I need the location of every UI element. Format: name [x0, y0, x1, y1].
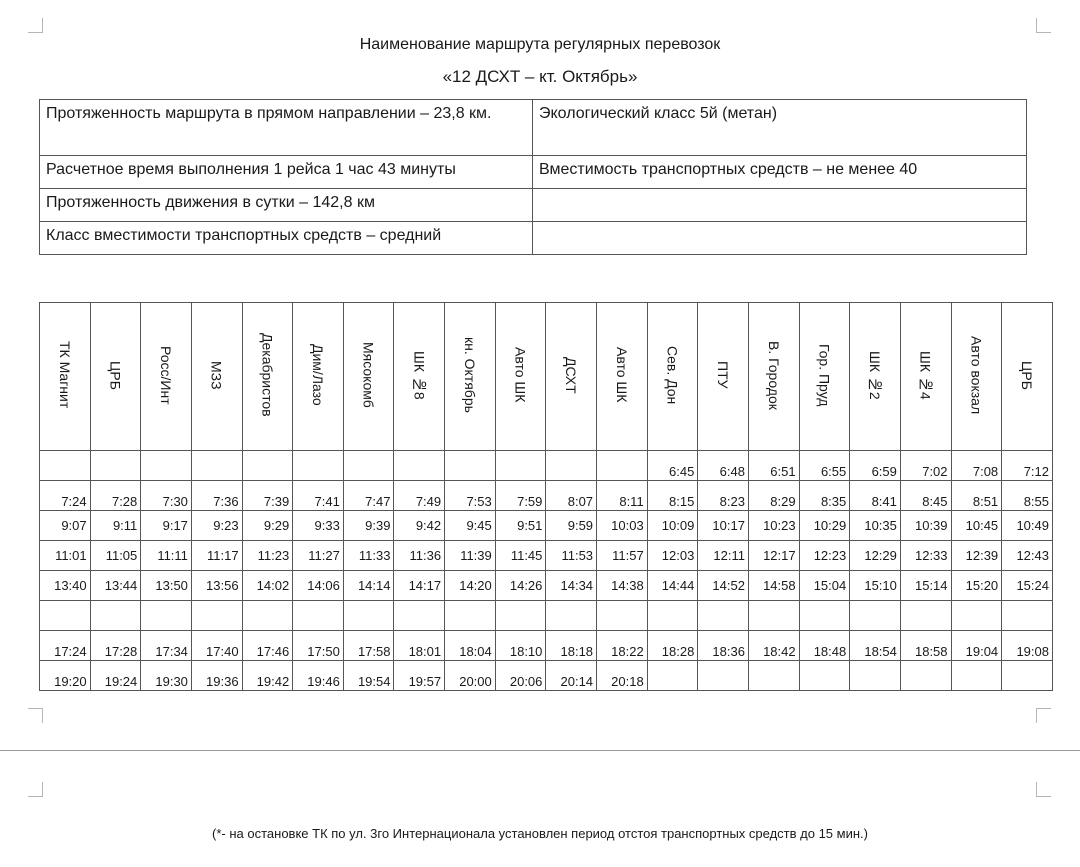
time-cell: 9:42 [394, 511, 445, 541]
time-cell: 20:18 [597, 661, 648, 691]
page-corner-mark [28, 18, 43, 33]
time-cell [293, 601, 344, 631]
time-cell: 9:17 [141, 511, 192, 541]
stop-name: Гор. Пруд [816, 343, 833, 407]
stop-name: Сев. Дон [664, 345, 681, 405]
schedule-row [40, 541, 1053, 571]
stop-name: ШК №8 [411, 350, 428, 400]
time-cell [647, 601, 698, 631]
stop-name: Авто ШК [512, 347, 529, 403]
time-cell: 7:24 [40, 481, 91, 511]
time-cell: 17:28 [90, 631, 141, 661]
stop-header [546, 303, 597, 451]
time-cell [546, 601, 597, 631]
time-cell [698, 601, 749, 631]
time-cell: 10:03 [597, 511, 648, 541]
time-cell: 18:42 [748, 631, 799, 661]
stop-header [951, 303, 1002, 451]
time-cell [394, 451, 445, 481]
time-cell: 17:40 [191, 631, 242, 661]
time-cell: 9:59 [546, 511, 597, 541]
stop-name: ПТУ [715, 361, 732, 389]
time-cell: 8:55 [1002, 481, 1053, 511]
time-cell: 9:45 [445, 511, 496, 541]
time-cell: 8:45 [900, 481, 951, 511]
time-cell: 19:20 [40, 661, 91, 691]
info-row [40, 222, 1027, 255]
time-cell: 14:02 [242, 571, 293, 601]
time-cell: 20:14 [546, 661, 597, 691]
page-corner-mark [28, 708, 43, 723]
time-cell: 12:11 [698, 541, 749, 571]
time-cell: 6:51 [748, 451, 799, 481]
schedule-row [40, 481, 1053, 511]
stop-header [242, 303, 293, 451]
time-cell: 8:41 [850, 481, 901, 511]
stop-header [748, 303, 799, 451]
info-cell: Экологический класс 5й (метан) [533, 100, 1027, 156]
stop-header [698, 303, 749, 451]
time-cell: 14:44 [647, 571, 698, 601]
time-cell: 14:06 [293, 571, 344, 601]
time-cell: 10:35 [850, 511, 901, 541]
time-cell: 19:30 [141, 661, 192, 691]
time-cell: 18:36 [698, 631, 749, 661]
time-cell [799, 601, 850, 631]
time-cell [293, 451, 344, 481]
time-cell: 6:59 [850, 451, 901, 481]
time-cell: 19:04 [951, 631, 1002, 661]
stop-name: Авто вокзал [968, 335, 985, 415]
time-cell: 19:42 [242, 661, 293, 691]
time-cell: 11:57 [597, 541, 648, 571]
schedule-row [40, 571, 1053, 601]
stop-name: Дим/Лазо [310, 344, 327, 406]
page-corner-mark [28, 782, 43, 797]
time-cell: 8:11 [597, 481, 648, 511]
time-cell [900, 601, 951, 631]
time-cell: 14:26 [495, 571, 546, 601]
time-cell: 11:01 [40, 541, 91, 571]
stop-header [647, 303, 698, 451]
stop-name: Росс/Инт [158, 345, 175, 405]
time-cell [900, 661, 951, 691]
time-cell [597, 451, 648, 481]
time-cell [495, 451, 546, 481]
time-cell: 19:08 [1002, 631, 1053, 661]
time-cell: 7:47 [343, 481, 394, 511]
time-cell: 15:20 [951, 571, 1002, 601]
time-cell: 17:24 [40, 631, 91, 661]
time-cell: 9:07 [40, 511, 91, 541]
time-cell: 12:17 [748, 541, 799, 571]
schedule-row [40, 511, 1053, 541]
time-cell: 11:11 [141, 541, 192, 571]
time-cell: 13:56 [191, 571, 242, 601]
time-cell: 14:20 [445, 571, 496, 601]
document-title: Наименование маршрута регулярных перевозок [359, 36, 721, 53]
page-divider [0, 750, 1080, 751]
time-cell [242, 601, 293, 631]
time-cell: 11:27 [293, 541, 344, 571]
time-cell [90, 451, 141, 481]
stop-header [191, 303, 242, 451]
time-cell: 13:50 [141, 571, 192, 601]
time-cell: 7:39 [242, 481, 293, 511]
time-cell [141, 451, 192, 481]
time-cell [850, 601, 901, 631]
time-cell: 18:18 [546, 631, 597, 661]
stop-header [850, 303, 901, 451]
time-cell: 18:04 [445, 631, 496, 661]
time-cell: 17:34 [141, 631, 192, 661]
time-cell: 14:17 [394, 571, 445, 601]
time-cell: 20:00 [445, 661, 496, 691]
time-cell: 19:24 [90, 661, 141, 691]
time-cell: 8:07 [546, 481, 597, 511]
time-cell [495, 601, 546, 631]
stop-header [900, 303, 951, 451]
schedule-row [40, 601, 1053, 631]
stop-header [40, 303, 91, 451]
time-cell [1002, 601, 1053, 631]
info-cell [533, 189, 1027, 222]
time-cell: 8:51 [951, 481, 1002, 511]
time-cell: 17:58 [343, 631, 394, 661]
time-cell [445, 451, 496, 481]
time-cell: 7:02 [900, 451, 951, 481]
time-cell: 9:51 [495, 511, 546, 541]
stop-header [293, 303, 344, 451]
time-cell [141, 601, 192, 631]
stop-header [445, 303, 496, 451]
page-corner-mark [1036, 708, 1051, 723]
time-cell: 15:24 [1002, 571, 1053, 601]
info-cell: Вместимость транспортных средств – не менее 40 [533, 156, 1027, 189]
schedule-row [40, 451, 1053, 481]
time-cell: 10:39 [900, 511, 951, 541]
stop-name: Декабристов [259, 333, 276, 417]
stop-name: Авто ШК [613, 347, 630, 403]
time-cell: 10:17 [698, 511, 749, 541]
time-cell [40, 601, 91, 631]
time-cell [748, 601, 799, 631]
time-cell: 19:46 [293, 661, 344, 691]
stop-header [394, 303, 445, 451]
stop-header [141, 303, 192, 451]
time-cell: 6:55 [799, 451, 850, 481]
page-corner-mark [1036, 782, 1051, 797]
stop-header [799, 303, 850, 451]
time-cell: 8:29 [748, 481, 799, 511]
time-cell: 7:28 [90, 481, 141, 511]
time-cell: 18:01 [394, 631, 445, 661]
time-cell: 12:03 [647, 541, 698, 571]
time-cell: 9:39 [343, 511, 394, 541]
time-cell: 12:29 [850, 541, 901, 571]
route-info-table [39, 99, 1027, 255]
schedule-body [40, 451, 1053, 691]
time-cell: 11:23 [242, 541, 293, 571]
info-cell: Протяженность движения в сутки – 142,8 км [40, 189, 533, 222]
time-cell: 13:40 [40, 571, 91, 601]
time-cell: 11:45 [495, 541, 546, 571]
time-cell: 8:23 [698, 481, 749, 511]
time-cell [191, 601, 242, 631]
time-cell [445, 601, 496, 631]
time-cell: 8:15 [647, 481, 698, 511]
time-cell: 6:45 [647, 451, 698, 481]
time-cell: 17:46 [242, 631, 293, 661]
time-cell [191, 451, 242, 481]
time-cell [799, 661, 850, 691]
stop-header [597, 303, 648, 451]
stop-header [495, 303, 546, 451]
time-cell: 19:57 [394, 661, 445, 691]
stop-name: ДСХТ [563, 356, 580, 394]
time-cell [748, 661, 799, 691]
time-cell: 9:33 [293, 511, 344, 541]
schedule-row [40, 661, 1053, 691]
time-cell: 12:23 [799, 541, 850, 571]
schedule-table [39, 302, 1053, 691]
time-cell: 10:49 [1002, 511, 1053, 541]
info-cell: Протяженность маршрута в прямом направлении – 23,8 км. [40, 100, 533, 156]
time-cell [546, 451, 597, 481]
time-cell: 18:48 [799, 631, 850, 661]
time-cell: 10:29 [799, 511, 850, 541]
time-cell: 7:41 [293, 481, 344, 511]
time-cell [90, 601, 141, 631]
time-cell [647, 661, 698, 691]
time-cell: 18:10 [495, 631, 546, 661]
time-cell: 7:49 [394, 481, 445, 511]
time-cell: 7:53 [445, 481, 496, 511]
time-cell: 10:23 [748, 511, 799, 541]
time-cell [698, 661, 749, 691]
time-cell: 18:54 [850, 631, 901, 661]
stop-name: ЦРБ [1019, 360, 1036, 390]
time-cell: 7:08 [951, 451, 1002, 481]
time-cell [242, 451, 293, 481]
time-cell: 12:33 [900, 541, 951, 571]
info-row [40, 156, 1027, 189]
stop-name: ШК №2 [867, 350, 884, 400]
time-cell [1002, 661, 1053, 691]
time-cell: 14:58 [748, 571, 799, 601]
page-corner-mark [1036, 18, 1051, 33]
time-cell: 14:38 [597, 571, 648, 601]
time-cell: 7:30 [141, 481, 192, 511]
route-name: «12 ДСХТ – кт. Октябрь» [442, 67, 638, 86]
time-cell: 19:54 [343, 661, 394, 691]
time-cell: 14:34 [546, 571, 597, 601]
time-cell: 12:43 [1002, 541, 1053, 571]
time-cell: 11:05 [90, 541, 141, 571]
info-cell: Расчетное время выполнения 1 рейса 1 час 43 минуты [40, 156, 533, 189]
info-row [40, 189, 1027, 222]
time-cell: 11:36 [394, 541, 445, 571]
stop-name: ШК №4 [917, 350, 934, 400]
time-cell: 14:52 [698, 571, 749, 601]
time-cell: 13:44 [90, 571, 141, 601]
stop-header [90, 303, 141, 451]
time-cell: 10:09 [647, 511, 698, 541]
time-cell: 7:59 [495, 481, 546, 511]
info-cell: Класс вместимости транспортных средств – средний [40, 222, 533, 255]
time-cell: 14:14 [343, 571, 394, 601]
stop-name: МЗЗ [208, 360, 225, 390]
time-cell: 7:36 [191, 481, 242, 511]
stops-header-row [40, 303, 1053, 451]
time-cell: 6:48 [698, 451, 749, 481]
footnote: (*- на остановке ТК по ул. 3го Интернационала установлен период отстоя транспортных средств до 15 мин.) [212, 826, 868, 841]
time-cell: 17:50 [293, 631, 344, 661]
time-cell: 9:29 [242, 511, 293, 541]
stop-name: В. Городок [765, 340, 782, 410]
time-cell: 8:35 [799, 481, 850, 511]
time-cell: 18:28 [647, 631, 698, 661]
time-cell: 18:58 [900, 631, 951, 661]
time-cell: 10:45 [951, 511, 1002, 541]
time-cell [343, 451, 394, 481]
info-cell [533, 222, 1027, 255]
time-cell: 15:04 [799, 571, 850, 601]
stop-name: кн. Октябрь [461, 337, 478, 413]
time-cell: 11:39 [445, 541, 496, 571]
schedule-row [40, 631, 1053, 661]
time-cell: 9:11 [90, 511, 141, 541]
time-cell: 19:36 [191, 661, 242, 691]
time-cell: 7:12 [1002, 451, 1053, 481]
time-cell: 12:39 [951, 541, 1002, 571]
time-cell [850, 661, 901, 691]
stop-name: ЦРБ [107, 360, 124, 390]
time-cell: 11:17 [191, 541, 242, 571]
time-cell: 20:06 [495, 661, 546, 691]
info-row [40, 100, 1027, 156]
time-cell [343, 601, 394, 631]
time-cell [951, 601, 1002, 631]
time-cell: 18:22 [597, 631, 648, 661]
time-cell [394, 601, 445, 631]
stop-header [343, 303, 394, 451]
time-cell [597, 601, 648, 631]
time-cell: 15:10 [850, 571, 901, 601]
time-cell [951, 661, 1002, 691]
time-cell: 15:14 [900, 571, 951, 601]
time-cell: 11:53 [546, 541, 597, 571]
time-cell [40, 451, 91, 481]
stop-name: ТК Магнит [56, 341, 73, 409]
stop-name: Мясокомб [360, 342, 377, 408]
time-cell: 9:23 [191, 511, 242, 541]
stop-header [1002, 303, 1053, 451]
time-cell: 11:33 [343, 541, 394, 571]
